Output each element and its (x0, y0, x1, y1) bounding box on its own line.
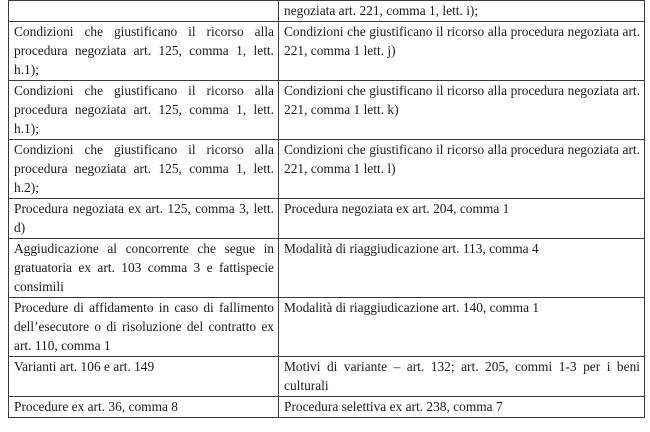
right-cell: Procedura negoziata ex art. 204, comma 1 (279, 199, 645, 239)
left-cell: Condizioni che giustificano il ricorso alla procedura negoziata art. 125, comma 1, lett. h.1); (9, 81, 279, 140)
table-row (9, 81, 645, 140)
table-row (9, 298, 645, 357)
left-cell: Aggiudicazione al concorrente che segue in gratuatoria ex art. 103 comma 3 e fattispecie consimili (9, 239, 279, 298)
right-cell: Condizioni che giustificano il ricorso alla procedura negoziata art. 221, comma 1 lett. k) (279, 81, 645, 140)
table-row (9, 239, 645, 298)
left-cell: Condizioni che giustificano il ricorso alla procedura negoziata art. 125, comma 1, lett. h.1); (9, 22, 279, 81)
table-row (9, 1, 645, 22)
right-cell: negoziata art. 221, comma 1, lett. i); (279, 1, 645, 22)
left-cell: Procedura negoziata ex art. 125, comma 3, lett. d) (9, 199, 279, 239)
table-row (9, 22, 645, 81)
right-cell: Condizioni che giustificano il ricorso alla procedura negoziata art. 221, comma 1 lett. l) (279, 140, 645, 199)
right-cell: Procedura selettiva ex art. 238, comma 7 (279, 397, 645, 418)
left-cell: Procedure ex art. 36, comma 8 (9, 397, 279, 418)
table-row (9, 140, 645, 199)
left-cell: Condizioni che giustificano il ricorso alla procedura negoziata art. 125, comma 1, lett. h.2); (9, 140, 279, 199)
table-row (9, 357, 645, 397)
right-cell: Modalità di riaggiudicazione art. 113, comma 4 (279, 239, 645, 298)
right-cell: Modalità di riaggiudicazione art. 140, comma 1 (279, 298, 645, 357)
left-cell: Procedure di affidamento in caso di fallimento dell’esecutore o di risoluzione del contratto ex art. 110, comma 1 (9, 298, 279, 357)
left-cell: Varianti art. 106 e art. 149 (9, 357, 279, 397)
left-cell (9, 1, 279, 22)
right-cell: Condizioni che giustificano il ricorso alla procedura negoziata art. 221, comma 1 lett. j) (279, 22, 645, 81)
table-row (9, 199, 645, 239)
right-cell: Motivi di variante – art. 132; art. 205, commi 1-3 per i beni culturali (279, 357, 645, 397)
table-row (9, 397, 645, 418)
comparison-table (8, 0, 645, 418)
